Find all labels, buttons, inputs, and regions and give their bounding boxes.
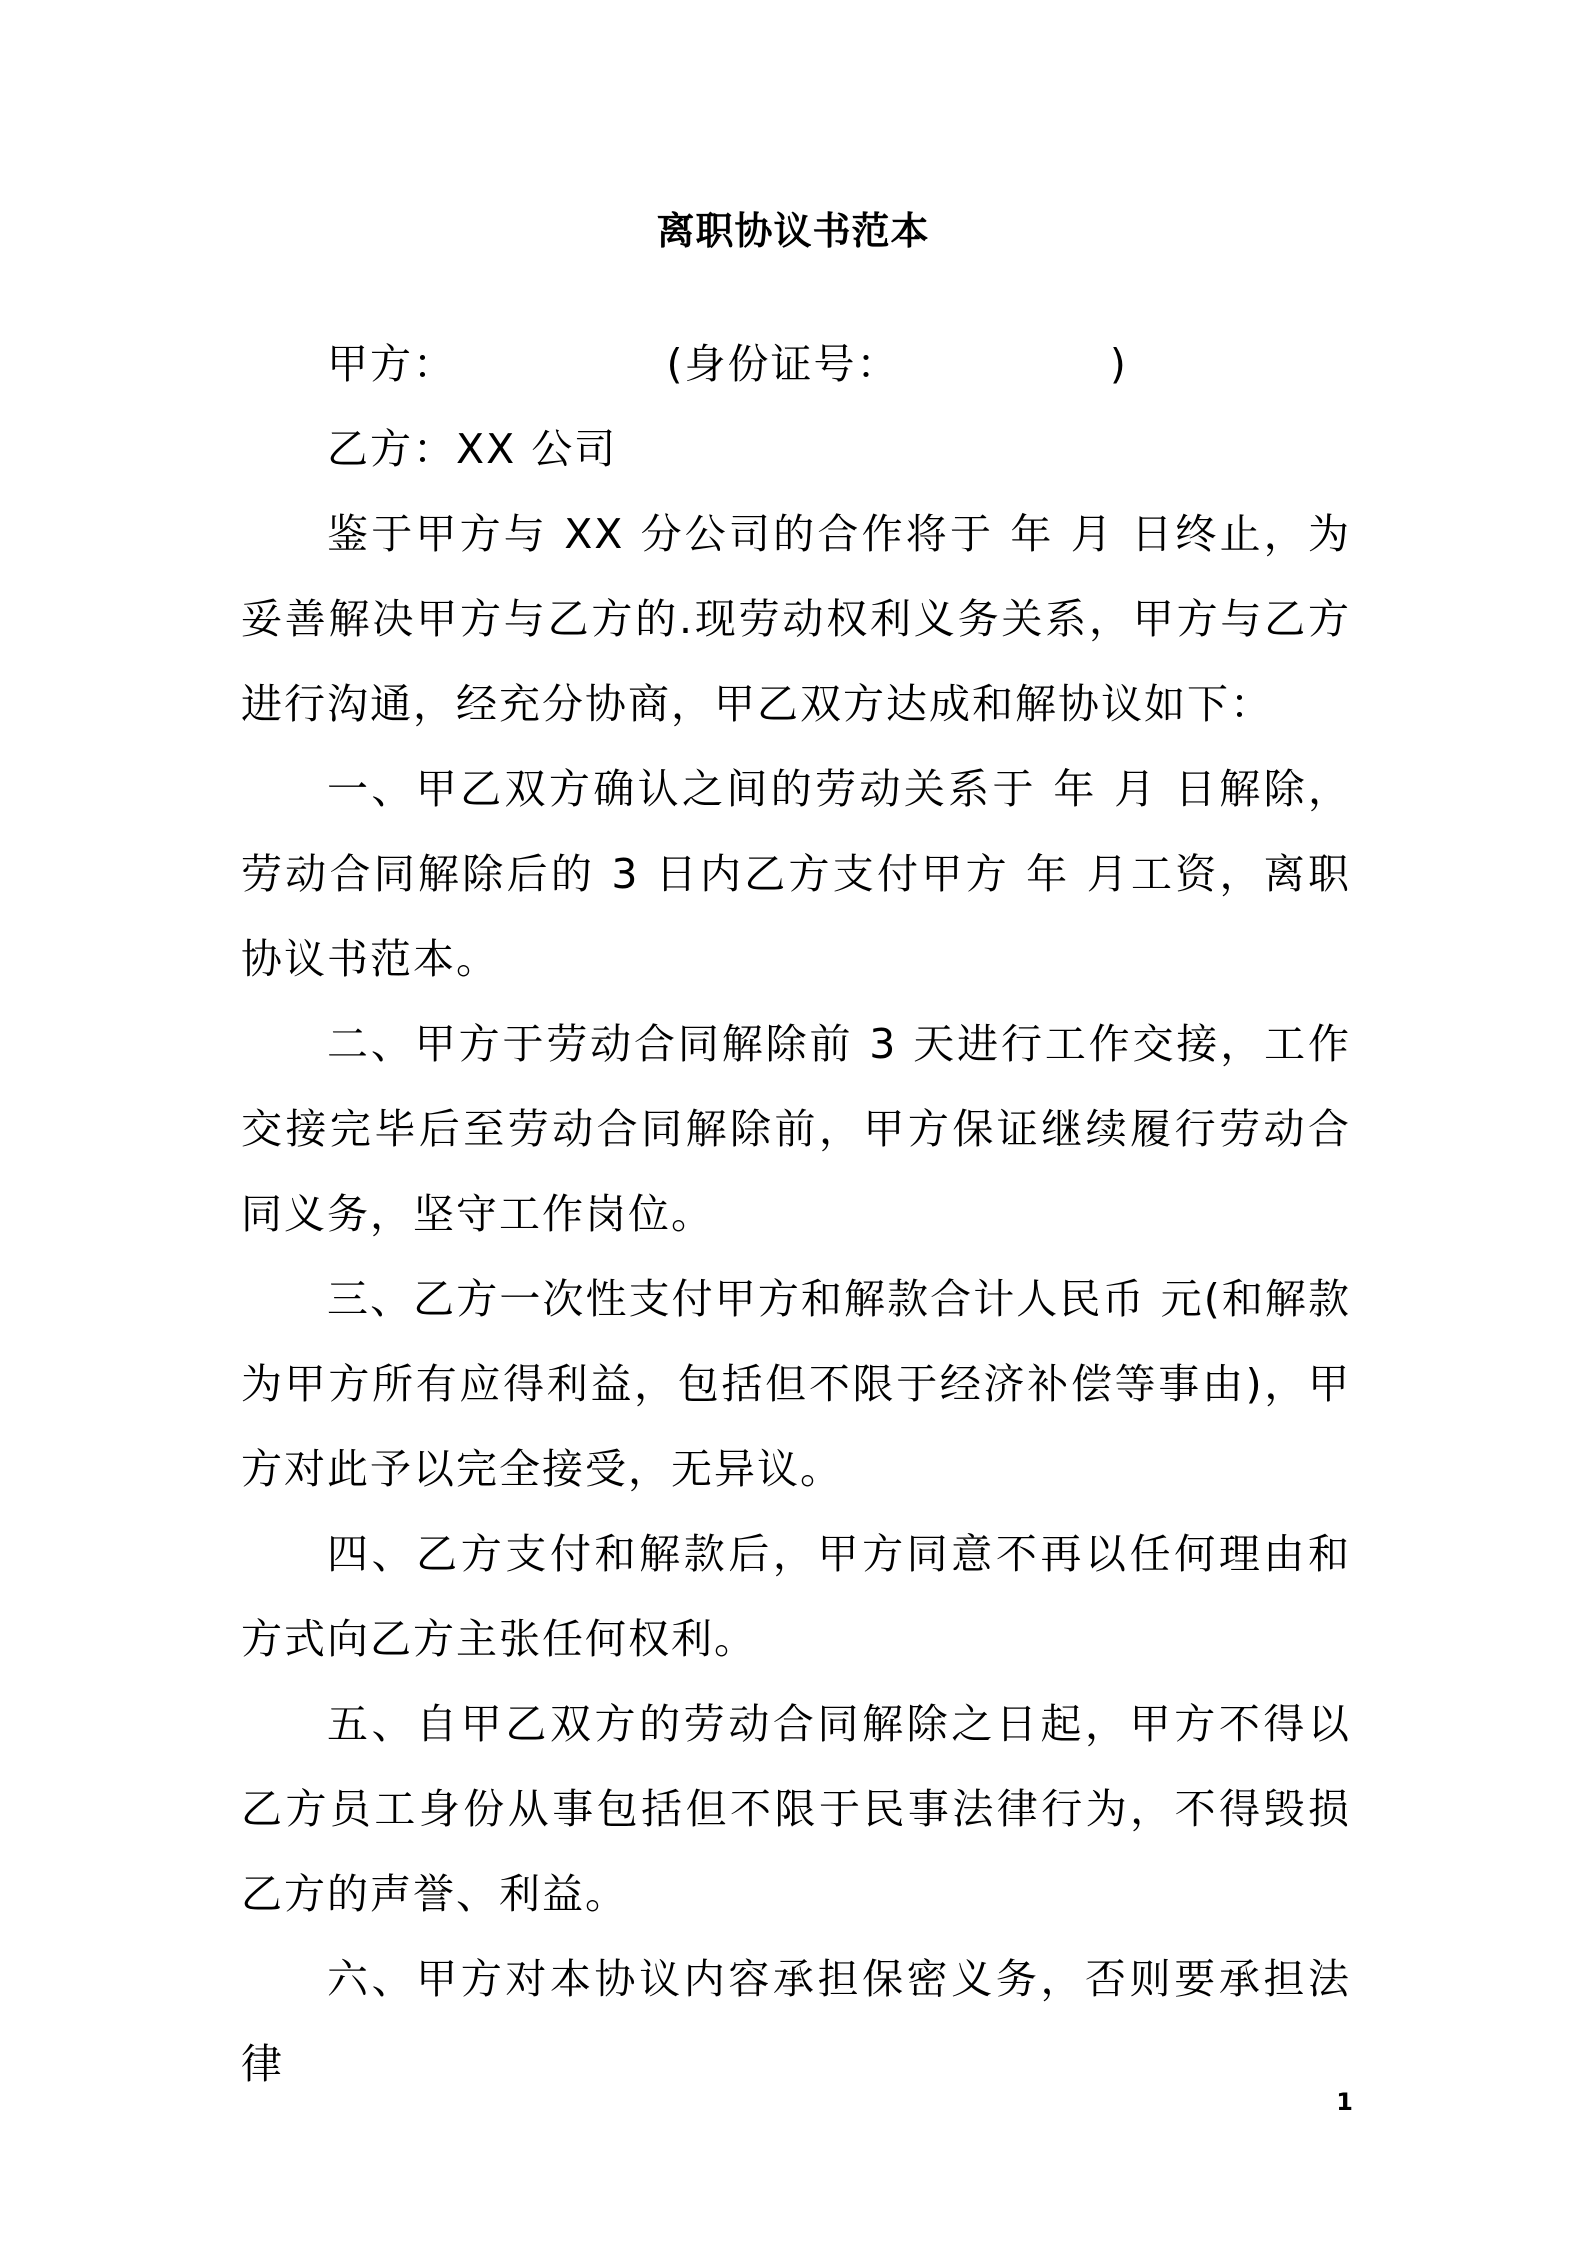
paragraph-clause-1: 一、甲乙双方确认之间的劳动关系于 年 月 日解除，劳动合同解除后的 3 日内乙方支付甲方 年 月工资，离职协议书范本。 (241, 765, 1351, 983)
party-b-line: 乙方：XX 公司 (327, 425, 618, 473)
page-number: 1 (1336, 2088, 1353, 2116)
paragraph-clause-2: 二、甲方于劳动合同解除前 3 天进行工作交接，工作交接完毕后至劳动合同解除前，甲方保证继续履行劳动合同义务，坚守工作岗位。 (241, 1020, 1351, 1238)
document-body (241, 322, 1351, 2107)
paragraph-clause-6: 六、甲方对本协议内容承担保密义务，否则要承担法律 (241, 1955, 1351, 2088)
party-a-line: 甲方： (身份证号： ) (327, 340, 1128, 388)
paragraph-clause-4: 四、乙方支付和解款后，甲方同意不再以任何理由和方式向乙方主张任何权利。 (241, 1530, 1351, 1663)
paragraph-preamble: 鉴于甲方与 XX 分公司的合作将于 年 月 日终止，为妥善解决甲方与乙方的.现劳动权利义务关系，甲方与乙方进行沟通，经充分协商，甲乙双方达成和解协议如下： (241, 510, 1351, 728)
paragraph-clause-5: 五、自甲乙双方的劳动合同解除之日起，甲方不得以乙方员工身份从事包括但不限于民事法律行为，不得毁损乙方的声誉、利益。 (241, 1700, 1351, 1918)
paragraph-clause-3: 三、乙方一次性支付甲方和解款合计人民币 元(和解款为甲方所有应得利益，包括但不限于经济补偿等事由)，甲方对此予以完全接受，无异议。 (241, 1275, 1351, 1493)
document-title: 离职协议书范本 (656, 209, 930, 253)
